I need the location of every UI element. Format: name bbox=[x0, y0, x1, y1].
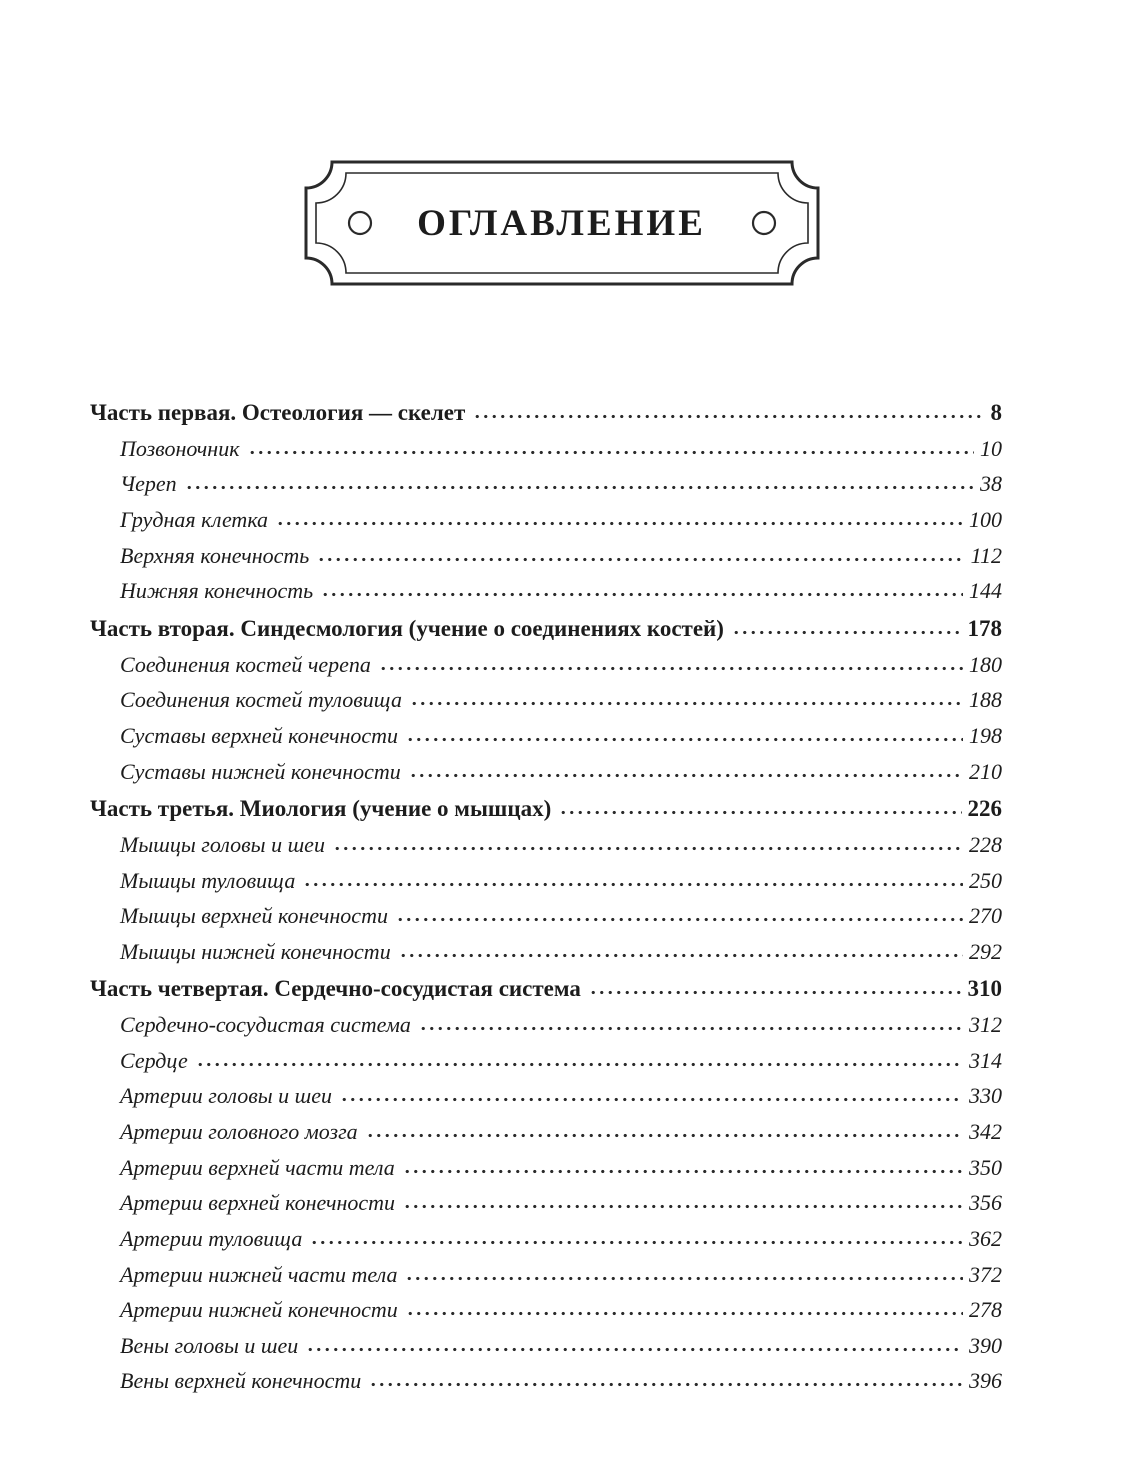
toc-entry-page: 188 bbox=[969, 687, 1002, 713]
toc-item-row bbox=[90, 869, 1002, 894]
toc-part-row bbox=[90, 400, 1002, 426]
toc-entry-page: 350 bbox=[969, 1154, 1002, 1180]
toc-item-row bbox=[90, 833, 1002, 858]
dot-leader bbox=[369, 1382, 963, 1387]
toc-entry-page: 312 bbox=[969, 1012, 1002, 1038]
toc-entry-page: 278 bbox=[969, 1297, 1002, 1323]
toc-item-row bbox=[90, 904, 1002, 929]
dot-leader bbox=[333, 846, 963, 851]
toc-item-row bbox=[90, 724, 1002, 749]
toc-entry-label: Суставы нижней конечности bbox=[120, 758, 401, 784]
title-plaque bbox=[302, 158, 822, 288]
toc-entry-label: Мышцы туловища bbox=[120, 867, 296, 893]
dot-leader bbox=[409, 773, 963, 778]
dot-leader bbox=[559, 810, 961, 815]
toc-part-row bbox=[90, 976, 1002, 1002]
toc-list bbox=[90, 388, 1002, 1405]
toc-entry-label: Нижняя конечность bbox=[120, 578, 314, 604]
toc-item-row bbox=[90, 1263, 1002, 1288]
dot-leader bbox=[248, 450, 975, 455]
toc-entry-label: Сердце bbox=[120, 1047, 188, 1073]
dot-leader bbox=[406, 737, 963, 742]
toc-item-row bbox=[90, 1369, 1002, 1394]
toc-entry-page: 372 bbox=[969, 1261, 1002, 1287]
dot-leader bbox=[589, 990, 962, 995]
toc-item-row bbox=[90, 544, 1002, 569]
toc-item-row bbox=[90, 472, 1002, 497]
toc-entry-page: 390 bbox=[969, 1332, 1002, 1358]
toc-entry-label: Верхняя конечность bbox=[120, 542, 310, 568]
toc-item-row bbox=[90, 1191, 1002, 1216]
toc-entry-label: Часть четвертая. Сердечно-сосудистая система bbox=[90, 976, 581, 1002]
dot-leader bbox=[410, 701, 963, 706]
toc-entry-label: Мышцы головы и шеи bbox=[120, 831, 325, 857]
toc-entry-label: Позвоночник bbox=[120, 435, 240, 461]
toc-entry-page: 100 bbox=[969, 507, 1002, 532]
dot-leader bbox=[321, 592, 963, 597]
toc-entry-page: 38 bbox=[980, 471, 1002, 497]
toc-item-row bbox=[90, 508, 1002, 533]
toc-entry-label: Сердечно-сосудистая система bbox=[120, 1012, 411, 1038]
dot-leader bbox=[406, 1311, 963, 1316]
toc-entry-label: Мышцы нижней конечности bbox=[120, 938, 391, 964]
dot-leader bbox=[473, 414, 984, 419]
toc-entry-label: Часть первая. Остеология — скелет bbox=[90, 400, 466, 425]
toc-entry-page: 310 bbox=[967, 976, 1002, 1002]
toc-item-row bbox=[90, 1156, 1002, 1181]
toc-item-row bbox=[90, 579, 1002, 604]
toc-entry-label: Артерии нижней конечности bbox=[120, 1297, 398, 1323]
toc-entry-page: 210 bbox=[969, 758, 1002, 784]
toc-entry-label: Соединения костей туловища bbox=[120, 687, 402, 713]
toc-entry-label: Артерии туловища bbox=[120, 1225, 303, 1251]
dot-leader bbox=[419, 1026, 963, 1031]
dot-leader bbox=[379, 666, 963, 671]
dot-leader bbox=[196, 1062, 963, 1067]
toc-item-row bbox=[90, 688, 1002, 713]
dot-leader bbox=[403, 1169, 963, 1174]
toc-entry-page: 112 bbox=[970, 542, 1002, 568]
toc-item-row bbox=[90, 1013, 1002, 1038]
toc-entry-page: 10 bbox=[980, 435, 1002, 461]
toc-item-row bbox=[90, 760, 1002, 785]
dot-leader bbox=[306, 1347, 963, 1352]
toc-item-row bbox=[90, 437, 1002, 462]
dot-leader bbox=[403, 1204, 963, 1209]
toc-entry-page: 330 bbox=[969, 1083, 1002, 1109]
toc-entry-label: Соединения костей черепа bbox=[120, 651, 371, 677]
toc-entry-page: 362 bbox=[969, 1225, 1002, 1251]
toc-item-row bbox=[90, 1049, 1002, 1074]
toc-entry-page: 292 bbox=[969, 938, 1002, 964]
dot-leader bbox=[732, 630, 962, 635]
dot-leader bbox=[276, 521, 963, 526]
page-title: ОГЛАВЛЕНИЕ bbox=[417, 202, 706, 244]
toc-entry-label: Суставы верхней конечности bbox=[120, 722, 399, 748]
toc-entry-page: 356 bbox=[969, 1190, 1002, 1216]
dot-leader bbox=[340, 1097, 963, 1102]
toc-entry-label: Часть третья. Миология (учение о мышцах) bbox=[90, 796, 552, 822]
toc-entry-page: 270 bbox=[969, 903, 1002, 929]
toc-entry-page: 226 bbox=[967, 796, 1002, 822]
toc-entry-label: Череп bbox=[120, 471, 177, 497]
toc-entry-label: Часть вторая. Синдесмология (учение о соединениях костей) bbox=[90, 615, 724, 641]
toc-entry-page: 180 bbox=[969, 651, 1002, 677]
dot-leader bbox=[303, 882, 963, 887]
dot-leader bbox=[317, 557, 964, 562]
toc-entry-label: Артерии головы и шеи bbox=[120, 1083, 333, 1109]
toc-entry-label: Вены головы и шеи bbox=[120, 1332, 299, 1358]
toc-item-row bbox=[90, 653, 1002, 678]
toc-item-row bbox=[90, 1084, 1002, 1109]
toc-entry-label: Грудная клетка bbox=[120, 507, 269, 532]
dot-leader bbox=[399, 953, 963, 958]
toc-part-row bbox=[90, 616, 1002, 642]
dot-leader bbox=[366, 1133, 963, 1138]
toc-item-row bbox=[90, 1120, 1002, 1145]
toc-entry-label: Мышцы верхней конечности bbox=[120, 903, 388, 929]
toc-entry-label: Артерии нижней части тела bbox=[120, 1261, 398, 1287]
toc-entry-page: 342 bbox=[969, 1119, 1002, 1144]
toc-part-row bbox=[90, 796, 1002, 822]
dot-leader bbox=[405, 1276, 963, 1281]
toc-item-row bbox=[90, 1298, 1002, 1323]
toc-entry-label: Артерии головного мозга bbox=[120, 1119, 358, 1144]
dot-leader bbox=[310, 1240, 963, 1245]
toc-entry-page: 178 bbox=[967, 615, 1002, 641]
toc-entry-label: Артерии верхней конечности bbox=[120, 1190, 396, 1216]
toc-entry-page: 144 bbox=[969, 578, 1002, 604]
toc-entry-page: 314 bbox=[969, 1047, 1002, 1073]
toc-entry-page: 396 bbox=[969, 1368, 1002, 1394]
toc-entry-label: Вены верхней конечности bbox=[120, 1368, 362, 1394]
toc-entry-page: 250 bbox=[969, 867, 1002, 893]
dot-leader bbox=[396, 917, 963, 922]
toc-entry-label: Артерии верхней части тела bbox=[120, 1154, 395, 1180]
toc-item-row bbox=[90, 940, 1002, 965]
toc-entry-page: 228 bbox=[969, 831, 1002, 857]
toc-entry-page: 198 bbox=[969, 722, 1002, 748]
dot-leader bbox=[185, 485, 974, 490]
toc-item-row bbox=[90, 1227, 1002, 1252]
toc-entry-page: 8 bbox=[990, 400, 1002, 425]
toc-item-row bbox=[90, 1334, 1002, 1359]
